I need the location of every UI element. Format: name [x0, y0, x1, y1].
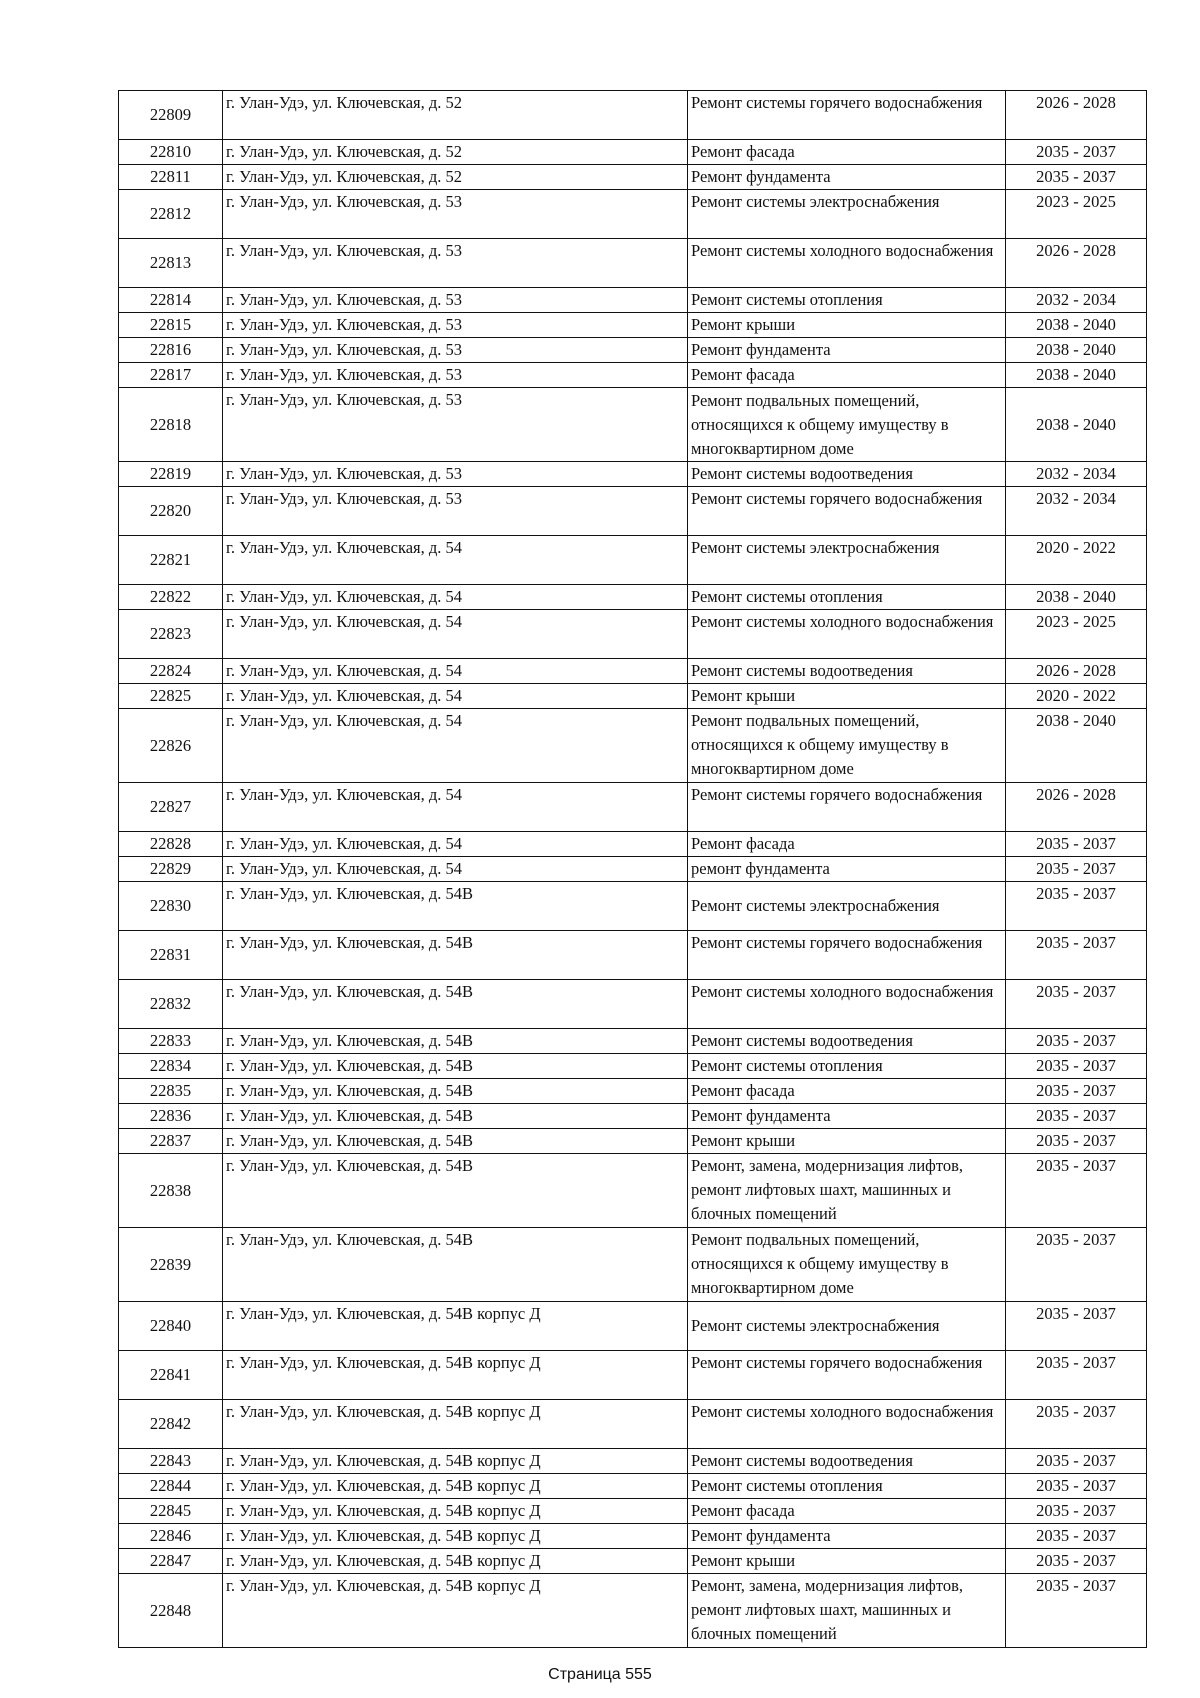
work-type-cell: Ремонт системы холодного водоснабжения [688, 980, 1006, 1029]
address-cell: г. Улан-Удэ, ул. Ключевская, д. 54В [223, 1054, 688, 1079]
period-cell: 2035 - 2037 [1006, 1549, 1147, 1574]
row-number: 22822 [119, 585, 223, 610]
row-number: 22809 [119, 91, 223, 140]
table-row [119, 1129, 1147, 1154]
work-type-cell: Ремонт системы водоотведения [688, 659, 1006, 684]
work-type-cell: Ремонт системы отопления [688, 288, 1006, 313]
work-type-cell: Ремонт системы горячего водоснабжения [688, 931, 1006, 980]
work-type-cell: Ремонт системы отопления [688, 1054, 1006, 1079]
work-type-cell: Ремонт фундамента [688, 165, 1006, 190]
row-number: 22828 [119, 832, 223, 857]
work-type-cell: Ремонт, замена, модернизация лифтов, ремонт лифтовых шахт, машинных и блочных помещений [688, 1574, 1006, 1648]
row-number: 22829 [119, 857, 223, 882]
period-cell: 2035 - 2037 [1006, 1228, 1147, 1302]
period-cell: 2035 - 2037 [1006, 980, 1147, 1029]
address-cell: г. Улан-Удэ, ул. Ключевская, д. 54 [223, 536, 688, 585]
address-cell: г. Улан-Удэ, ул. Ключевская, д. 54 [223, 659, 688, 684]
table-row [119, 1449, 1147, 1474]
row-number: 22810 [119, 140, 223, 165]
work-type-cell: Ремонт системы водоотведения [688, 1449, 1006, 1474]
row-number: 22816 [119, 338, 223, 363]
row-number: 22819 [119, 462, 223, 487]
work-type-cell: Ремонт фасада [688, 1079, 1006, 1104]
period-cell: 2035 - 2037 [1006, 1029, 1147, 1054]
table-row [119, 1228, 1147, 1302]
work-type-cell: Ремонт фасада [688, 363, 1006, 388]
period-cell: 2038 - 2040 [1006, 585, 1147, 610]
row-number: 22815 [119, 313, 223, 338]
table-row [119, 536, 1147, 585]
table-row [119, 832, 1147, 857]
period-cell: 2035 - 2037 [1006, 1400, 1147, 1449]
period-cell: 2038 - 2040 [1006, 313, 1147, 338]
table-row [119, 1574, 1147, 1648]
period-cell: 2035 - 2037 [1006, 857, 1147, 882]
table-row [119, 1079, 1147, 1104]
row-number: 22845 [119, 1499, 223, 1524]
address-cell: г. Улан-Удэ, ул. Ключевская, д. 54 [223, 709, 688, 783]
work-type-cell: Ремонт системы отопления [688, 585, 1006, 610]
row-number: 22833 [119, 1029, 223, 1054]
table-row [119, 709, 1147, 783]
period-cell: 2035 - 2037 [1006, 1574, 1147, 1648]
work-type-cell: Ремонт крыши [688, 684, 1006, 709]
work-type-cell: Ремонт системы электроснабжения [688, 882, 1006, 931]
row-number: 22839 [119, 1228, 223, 1302]
address-cell: г. Улан-Удэ, ул. Ключевская, д. 52 [223, 91, 688, 140]
address-cell: г. Улан-Удэ, ул. Ключевская, д. 54 [223, 585, 688, 610]
table-row [119, 610, 1147, 659]
address-cell: г. Улан-Удэ, ул. Ключевская, д. 54В [223, 931, 688, 980]
row-number: 22846 [119, 1524, 223, 1549]
table-row [119, 1400, 1147, 1449]
row-number: 22824 [119, 659, 223, 684]
table-row [119, 338, 1147, 363]
work-type-cell: Ремонт системы холодного водоснабжения [688, 239, 1006, 288]
table-row [119, 931, 1147, 980]
period-cell: 2035 - 2037 [1006, 1449, 1147, 1474]
work-type-cell: Ремонт подвальных помещений, относящихся к общему имуществу в многоквартирном доме [688, 1228, 1006, 1302]
row-number: 22820 [119, 487, 223, 536]
work-type-cell: Ремонт системы горячего водоснабжения [688, 91, 1006, 140]
address-cell: г. Улан-Удэ, ул. Ключевская, д. 54В корпус Д [223, 1474, 688, 1499]
table-row [119, 1054, 1147, 1079]
table-row [119, 783, 1147, 832]
row-number: 22813 [119, 239, 223, 288]
work-type-cell: Ремонт системы электроснабжения [688, 190, 1006, 239]
period-cell: 2020 - 2022 [1006, 684, 1147, 709]
row-number: 22836 [119, 1104, 223, 1129]
address-cell: г. Улан-Удэ, ул. Ключевская, д. 54В [223, 1129, 688, 1154]
address-cell: г. Улан-Удэ, ул. Ключевская, д. 54В [223, 1029, 688, 1054]
address-cell: г. Улан-Удэ, ул. Ключевская, д. 53 [223, 338, 688, 363]
address-cell: г. Улан-Удэ, ул. Ключевская, д. 52 [223, 140, 688, 165]
work-type-cell: Ремонт крыши [688, 1549, 1006, 1574]
address-cell: г. Улан-Удэ, ул. Ключевская, д. 54 [223, 832, 688, 857]
table-row [119, 165, 1147, 190]
address-cell: г. Улан-Удэ, ул. Ключевская, д. 54В корпус Д [223, 1449, 688, 1474]
row-number: 22826 [119, 709, 223, 783]
period-cell: 2035 - 2037 [1006, 1129, 1147, 1154]
period-cell: 2035 - 2037 [1006, 1154, 1147, 1228]
table-row [119, 1154, 1147, 1228]
period-cell: 2035 - 2037 [1006, 1079, 1147, 1104]
address-cell: г. Улан-Удэ, ул. Ключевская, д. 54В [223, 1228, 688, 1302]
address-cell: г. Улан-Удэ, ул. Ключевская, д. 54В корпус Д [223, 1549, 688, 1574]
period-cell: 2035 - 2037 [1006, 140, 1147, 165]
period-cell: 2035 - 2037 [1006, 1054, 1147, 1079]
work-type-cell: Ремонт фасада [688, 140, 1006, 165]
period-cell: 2026 - 2028 [1006, 91, 1147, 140]
address-cell: г. Улан-Удэ, ул. Ключевская, д. 53 [223, 190, 688, 239]
period-cell: 2038 - 2040 [1006, 388, 1147, 462]
work-type-cell: Ремонт подвальных помещений, относящихся к общему имуществу в многоквартирном доме [688, 709, 1006, 783]
table-row [119, 462, 1147, 487]
table-row [119, 857, 1147, 882]
work-type-cell: Ремонт фасада [688, 1499, 1006, 1524]
address-cell: г. Улан-Удэ, ул. Ключевская, д. 52 [223, 165, 688, 190]
work-type-cell: Ремонт крыши [688, 1129, 1006, 1154]
address-cell: г. Улан-Удэ, ул. Ключевская, д. 54 [223, 684, 688, 709]
table-row [119, 1302, 1147, 1351]
table-row [119, 288, 1147, 313]
row-number: 22847 [119, 1549, 223, 1574]
address-cell: г. Улан-Удэ, ул. Ключевская, д. 53 [223, 462, 688, 487]
row-number: 22834 [119, 1054, 223, 1079]
row-number: 22837 [119, 1129, 223, 1154]
table-row [119, 239, 1147, 288]
period-cell: 2035 - 2037 [1006, 1351, 1147, 1400]
row-number: 22843 [119, 1449, 223, 1474]
row-number: 22838 [119, 1154, 223, 1228]
work-type-cell: Ремонт системы отопления [688, 1474, 1006, 1499]
work-type-cell: Ремонт системы водоотведения [688, 462, 1006, 487]
row-number: 22814 [119, 288, 223, 313]
address-cell: г. Улан-Удэ, ул. Ключевская, д. 54В корпус Д [223, 1302, 688, 1351]
work-type-cell: Ремонт системы электроснабжения [688, 536, 1006, 585]
work-type-cell: Ремонт крыши [688, 313, 1006, 338]
address-cell: г. Улан-Удэ, ул. Ключевская, д. 54В корпус Д [223, 1574, 688, 1648]
row-number: 22830 [119, 882, 223, 931]
table-row [119, 1029, 1147, 1054]
work-type-cell: Ремонт системы холодного водоснабжения [688, 610, 1006, 659]
period-cell: 2026 - 2028 [1006, 239, 1147, 288]
address-cell: г. Улан-Удэ, ул. Ключевская, д. 54В корпус Д [223, 1524, 688, 1549]
period-cell: 2038 - 2040 [1006, 363, 1147, 388]
address-cell: г. Улан-Удэ, ул. Ключевская, д. 54В корпус Д [223, 1351, 688, 1400]
period-cell: 2035 - 2037 [1006, 1302, 1147, 1351]
work-type-cell: Ремонт системы электроснабжения [688, 1302, 1006, 1351]
table-row [119, 487, 1147, 536]
table-row [119, 388, 1147, 462]
period-cell: 2026 - 2028 [1006, 783, 1147, 832]
address-cell: г. Улан-Удэ, ул. Ключевская, д. 53 [223, 363, 688, 388]
table-row [119, 585, 1147, 610]
period-cell: 2035 - 2037 [1006, 931, 1147, 980]
address-cell: г. Улан-Удэ, ул. Ключевская, д. 54В [223, 882, 688, 931]
work-type-cell: Ремонт фундамента [688, 1104, 1006, 1129]
row-number: 22817 [119, 363, 223, 388]
address-cell: г. Улан-Удэ, ул. Ключевская, д. 54В корпус Д [223, 1400, 688, 1449]
row-number: 22831 [119, 931, 223, 980]
work-type-cell: Ремонт фундамента [688, 338, 1006, 363]
row-number: 22844 [119, 1474, 223, 1499]
period-cell: 2035 - 2037 [1006, 1524, 1147, 1549]
address-cell: г. Улан-Удэ, ул. Ключевская, д. 54 [223, 857, 688, 882]
period-cell: 2023 - 2025 [1006, 190, 1147, 239]
period-cell: 2035 - 2037 [1006, 1499, 1147, 1524]
table-row [119, 684, 1147, 709]
row-number: 22812 [119, 190, 223, 239]
work-type-cell: ремонт фундамента [688, 857, 1006, 882]
period-cell: 2020 - 2022 [1006, 536, 1147, 585]
work-type-cell: Ремонт системы холодного водоснабжения [688, 1400, 1006, 1449]
table-row [119, 91, 1147, 140]
table-row [119, 313, 1147, 338]
period-cell: 2032 - 2034 [1006, 288, 1147, 313]
address-cell: г. Улан-Удэ, ул. Ключевская, д. 54В [223, 1104, 688, 1129]
row-number: 22823 [119, 610, 223, 659]
repair-schedule-table [118, 90, 1147, 1648]
work-type-cell: Ремонт подвальных помещений, относящихся к общему имуществу в многоквартирном доме [688, 388, 1006, 462]
address-cell: г. Улан-Удэ, ул. Ключевская, д. 54В [223, 980, 688, 1029]
period-cell: 2035 - 2037 [1006, 832, 1147, 857]
row-number: 22842 [119, 1400, 223, 1449]
period-cell: 2038 - 2040 [1006, 338, 1147, 363]
address-cell: г. Улан-Удэ, ул. Ключевская, д. 54В [223, 1079, 688, 1104]
row-number: 22827 [119, 783, 223, 832]
row-number: 22811 [119, 165, 223, 190]
row-number: 22835 [119, 1079, 223, 1104]
table-row [119, 1104, 1147, 1129]
row-number: 22832 [119, 980, 223, 1029]
work-type-cell: Ремонт системы горячего водоснабжения [688, 783, 1006, 832]
table-row [119, 1549, 1147, 1574]
period-cell: 2026 - 2028 [1006, 659, 1147, 684]
table-row [119, 1474, 1147, 1499]
row-number: 22818 [119, 388, 223, 462]
row-number: 22821 [119, 536, 223, 585]
period-cell: 2035 - 2037 [1006, 882, 1147, 931]
period-cell: 2032 - 2034 [1006, 487, 1147, 536]
period-cell: 2038 - 2040 [1006, 709, 1147, 783]
row-number: 22825 [119, 684, 223, 709]
address-cell: г. Улан-Удэ, ул. Ключевская, д. 54 [223, 783, 688, 832]
address-cell: г. Улан-Удэ, ул. Ключевская, д. 53 [223, 313, 688, 338]
table-row [119, 1499, 1147, 1524]
address-cell: г. Улан-Удэ, ул. Ключевская, д. 53 [223, 239, 688, 288]
work-type-cell: Ремонт фасада [688, 832, 1006, 857]
address-cell: г. Улан-Удэ, ул. Ключевская, д. 53 [223, 487, 688, 536]
row-number: 22840 [119, 1302, 223, 1351]
period-cell: 2035 - 2037 [1006, 165, 1147, 190]
period-cell: 2023 - 2025 [1006, 610, 1147, 659]
table-body [119, 91, 1147, 1648]
table-row [119, 1524, 1147, 1549]
work-type-cell: Ремонт системы горячего водоснабжения [688, 1351, 1006, 1400]
address-cell: г. Улан-Удэ, ул. Ключевская, д. 53 [223, 288, 688, 313]
period-cell: 2035 - 2037 [1006, 1104, 1147, 1129]
address-cell: г. Улан-Удэ, ул. Ключевская, д. 54В корпус Д [223, 1499, 688, 1524]
table-row [119, 1351, 1147, 1400]
address-cell: г. Улан-Удэ, ул. Ключевская, д. 54 [223, 610, 688, 659]
address-cell: г. Улан-Удэ, ул. Ключевская, д. 53 [223, 388, 688, 462]
row-number: 22848 [119, 1574, 223, 1648]
period-cell: 2032 - 2034 [1006, 462, 1147, 487]
work-type-cell: Ремонт фундамента [688, 1524, 1006, 1549]
table-row [119, 980, 1147, 1029]
work-type-cell: Ремонт, замена, модернизация лифтов, ремонт лифтовых шахт, машинных и блочных помещений [688, 1154, 1006, 1228]
period-cell: 2035 - 2037 [1006, 1474, 1147, 1499]
page-number: Страница 555 [548, 1666, 652, 1683]
address-cell: г. Улан-Удэ, ул. Ключевская, д. 54В [223, 1154, 688, 1228]
work-type-cell: Ремонт системы водоотведения [688, 1029, 1006, 1054]
table-row [119, 140, 1147, 165]
table-row [119, 882, 1147, 931]
table-row [119, 659, 1147, 684]
table-row [119, 363, 1147, 388]
work-type-cell: Ремонт системы горячего водоснабжения [688, 487, 1006, 536]
table-row [119, 190, 1147, 239]
row-number: 22841 [119, 1351, 223, 1400]
